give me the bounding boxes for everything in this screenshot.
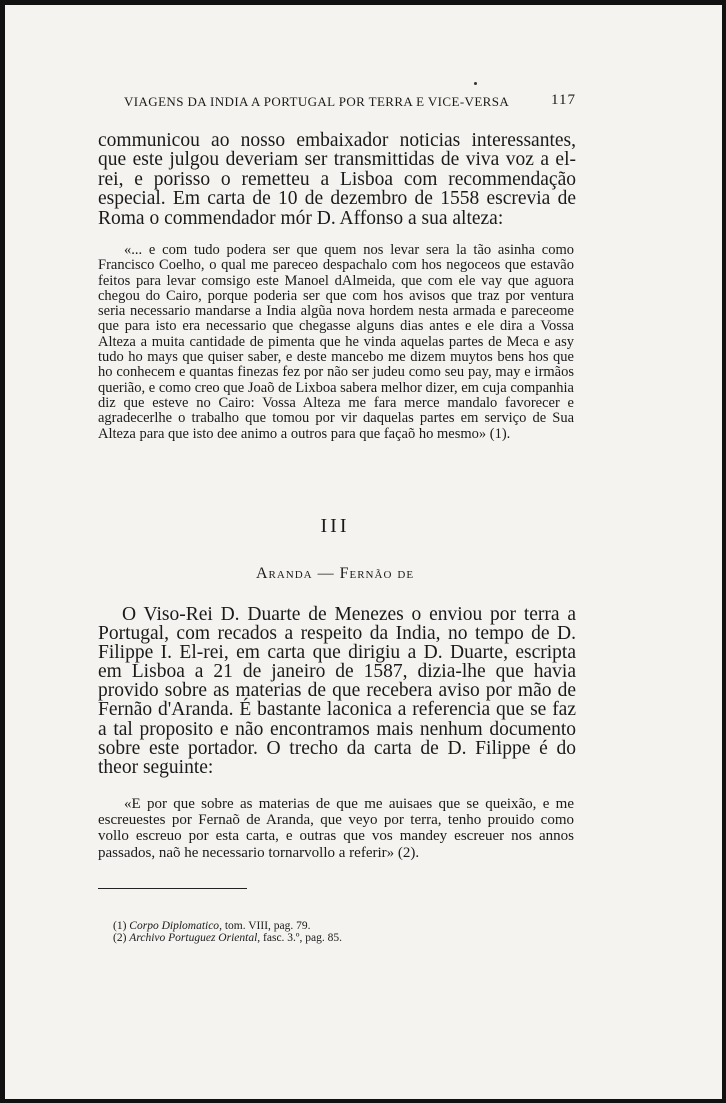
paragraph-1: communicou ao nosso embaixador noticias interessantes, que este julgou deveriam ser transmittidas de viva voz a el-rei, e porisso o remetteu a Lisboa com recommendação especial. Em carta de 10 de dezembro de 1558 escrevia de Roma o commendador mór D. Affonso a sua alteza: xyxy=(98,130,576,229)
footnote-rule xyxy=(98,888,247,889)
block-quote-2: «E por que sobre as materias de que me auisaes que se queixão, e me escreuestes por Fernaõ de Aranda, que veyo por terra, tenho prouido como vollo escreuo por esta carta, e outras que vos mandey escreuer nos annos passados, naõ he necessario tornarvollo a referir» (2). xyxy=(98,796,574,861)
footnote-1 xyxy=(113,920,342,932)
footnote-citation: , tom. VIII, pag. 79. xyxy=(219,920,311,932)
footnote-2 xyxy=(113,932,342,944)
paragraph-2: O Viso-Rei D. Duarte de Menezes o enviou por terra a Portugal, com recados a respeito da India, no tempo de D. Filippe I. El-rei, em carta que dirigiu a D. Duarte, escripta em Lisboa a 21 de janeiro de 1587, dizia-lhe que havia provido sobre as materias de que recebera aviso por mão de Fernão d'Aranda. É bastante laconica a referencia que se faz a tal proposito e não encontramos mais nenhum documento sobre este portador. O trecho da carta de D. Filippe é do theor seguinte: xyxy=(98,604,576,778)
running-title: VIAGENS DA INDIA A PORTUGAL POR TERRA E VICE-VERSA xyxy=(124,94,510,109)
section-title: Aranda — Fernão de xyxy=(255,565,415,582)
page-number: 117 xyxy=(551,92,576,108)
footnote-citation: , fasc. 3.º, pag. 85. xyxy=(257,932,342,944)
footnote-marker: (2) xyxy=(113,932,127,944)
footnote-marker: (1) xyxy=(113,920,127,932)
footnote-source-title: Corpo Diplomatico xyxy=(129,920,220,932)
block-quote-1 xyxy=(98,243,574,442)
block-quote-1-text: «... e com tudo podera ser que quem nos levar sera la tão asinha como Francisco Coelho, o qual me pareceo despachalo com hos negoceos que estavão feitos para levar comsigo este Manoel dAlmeida, que com ele vay que aguora chegou do Cairo, porque poderia ser que com hos avisos que traz por ventura seria necessario mandarse a India algũa nova hordem nesta armada e pareceome que para isto era necessario que chegasse alguns dias antes e ele dira a Vossa Alteza a muita cantidade de pimenta que he vinda aquelas partes de Meca e asy tudo ho mays que quiser saber, e deste mancebo me dizem muytos bens hos que ho conhecem e quantas finezas fez por não ser judeu como seu pay, may e irmãos querião, e como creo que Joaõ de Lixboa sabera melhor dizer, em cuja companhia diz que esteve no Cairo: Vossa Alteza me fara merce mandalo favorecer e agradecerlhe o trabalho que tomou por vir daquelas partes em serviço de Sua Alteza para que isto dee animo a outros para que façaõ ho mesmo» (1). xyxy=(98,242,574,442)
ink-speck xyxy=(474,82,477,85)
section-number: III xyxy=(320,515,350,537)
footnote-source-title: Archivo Portuguez Oriental xyxy=(129,932,258,944)
footnotes xyxy=(113,920,342,944)
